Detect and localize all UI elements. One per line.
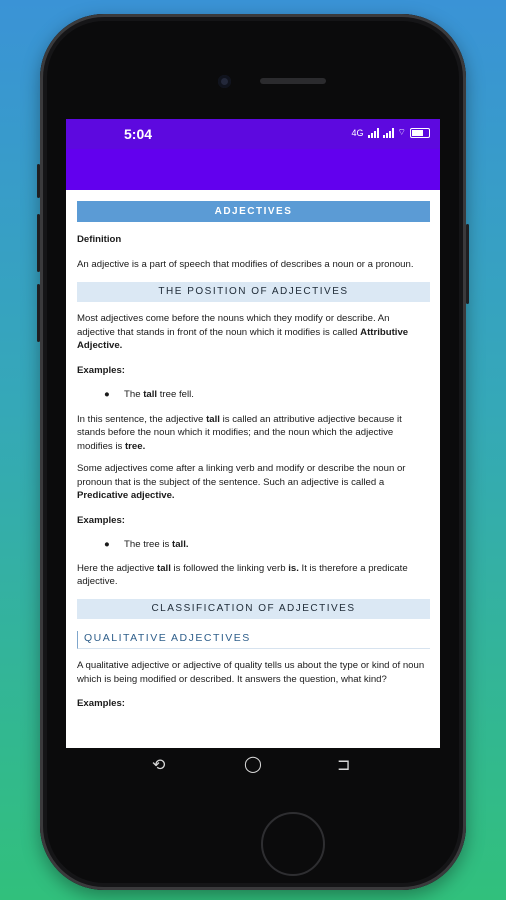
qualitative-heading: QUALITATIVE ADJECTIVES (77, 631, 430, 650)
home-button[interactable] (261, 812, 325, 876)
wifi-icon: ⌔ (397, 127, 406, 137)
position-heading: THE POSITION OF ADJECTIVES (77, 282, 430, 302)
example-item-2: ● The tree is tall. (104, 539, 189, 550)
classification-heading: CLASSIFICATION OF ADJECTIVES (77, 599, 430, 619)
examples-label-1: Examples: (77, 364, 125, 376)
battery-icon (410, 128, 430, 138)
qualitative-text: A qualitative adjective or adjective of quality tells us about the type or kind of noun which is being modified or described. It answers the question, what kind? (77, 660, 425, 685)
definition-text: An adjective is a part of speech that modifies of describes a noun or a pronoun. (77, 258, 414, 270)
signal-icon-2 (383, 128, 394, 138)
signal-icon (368, 128, 379, 138)
power-button (466, 224, 469, 304)
status-bar (66, 119, 440, 149)
home-icon[interactable]: ◯ (244, 756, 262, 773)
front-camera (218, 75, 231, 88)
article-content[interactable] (77, 201, 430, 761)
position-paragraph-4: Here the adjective tall is followed the linking verb is. It is therefore a predicate adjective. (77, 562, 408, 587)
recents-icon[interactable]: ⟲ (152, 757, 166, 774)
status-icons (352, 127, 430, 138)
network-label: 4G (351, 127, 364, 138)
earpiece-speaker (260, 78, 326, 84)
navigation-bar (66, 748, 440, 786)
definition-heading: Definition (77, 234, 122, 245)
volume-down-button (37, 284, 40, 342)
examples-label-2: Examples: (77, 514, 125, 526)
status-time: 5:04 (124, 126, 153, 142)
position-paragraph-2: In this sentence, the adjective tall is called an attributive adjective because it stands before the noun which it modifies; and the noun which the adjective modifies is tree. (77, 413, 402, 452)
article-title: ADJECTIVES (77, 201, 430, 222)
position-paragraph-3: Some adjectives come after a linking verb and modify or describe the noun or pronoun that is the subject of the sentence. Such an adjective is called a Predicative adjective. (77, 463, 406, 501)
app-bar (66, 149, 440, 190)
mute-switch (37, 164, 40, 198)
position-paragraph-1: Most adjectives come before the nouns which they modify or describe. An adjective that stands in front of the noun which it modifies is called Attributive Adjective. (77, 313, 409, 351)
bullet-icon: ● (104, 539, 110, 550)
volume-up-button (37, 214, 40, 272)
example-item-1: ● The tall tree fell. (104, 389, 194, 400)
bullet-icon: ● (104, 389, 110, 400)
back-icon[interactable]: ⊐ (337, 757, 351, 774)
examples-label-3: Examples: (77, 698, 125, 709)
